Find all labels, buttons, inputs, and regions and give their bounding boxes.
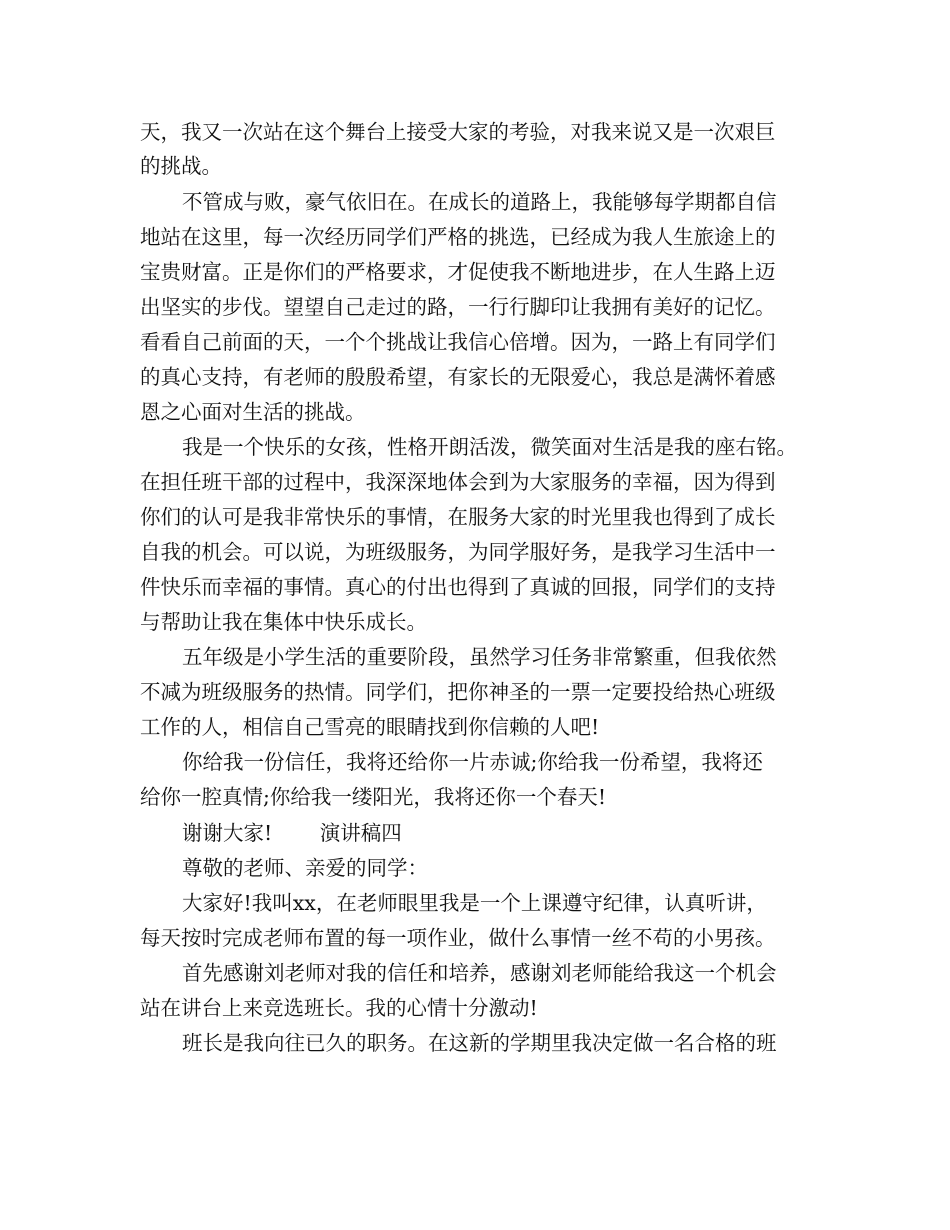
text-line: 件快乐而幸福的事情。真心的付出也得到了真诚的回报，同学们的支持	[140, 575, 776, 599]
salutation-line: 尊敬的老师、亲爱的同学：	[182, 856, 428, 880]
paragraph-start-line: 首先感谢刘老师对我的信任和培养，感谢刘老师能给我这一个机会	[182, 961, 777, 985]
text-line: 看看自己前面的天，一个个挑战让我信心倍增。因为，一路上有同学们	[140, 330, 776, 354]
text-line: 每天按时完成老师布置的每一项作业，做什么事情一丝不苟的小男孩。	[140, 926, 776, 950]
text-line: 宝贵财富。正是你们的严格要求，才促使我不断地进步，在人生路上迈	[140, 260, 776, 284]
text-line: 恩之心面对生活的挑战。	[140, 400, 366, 424]
text-line: 的真心支持，有老师的殷殷希望，有家长的无限爱心，我总是满怀着感	[140, 365, 776, 389]
text-line: 地站在这里，每一次经历同学们严格的挑选，已经成为我人生旅途上的	[140, 225, 776, 249]
paragraph-start-line: 大家好!我叫xx，在老师眼里我是一个上课遵守纪律，认真听讲，	[182, 891, 767, 915]
paragraph-start-line: 你给我一份信任，我将还给你一片赤诚;你给我一份希望，我将还	[182, 750, 763, 774]
text-line: 工作的人，相信自己雪亮的眼睛找到你信赖的人吧!	[140, 715, 600, 739]
text-line: 与帮助让我在集体中快乐成长。	[140, 610, 427, 634]
text-line: 出坚实的步伐。望望自己走过的路，一行行脚印让我拥有美好的记忆。	[140, 295, 776, 319]
paragraph-start-line: 谢谢大家! 演讲稿四	[182, 821, 402, 845]
text-line: 不减为班级服务的热情。同学们，把你神圣的一票一定要投给热心班级	[140, 680, 776, 704]
paragraph-start-line: 五年级是小学生活的重要阶段，虽然学习任务非常繁重，但我依然	[182, 645, 777, 669]
text-line: 的挑战。	[140, 154, 222, 178]
paragraph-start-line: 不管成与败，豪气依旧在。在成长的道路上，我能够每学期都自信	[182, 190, 777, 214]
text-line: 天，我又一次站在这个舞台上接受大家的考验，对我来说又是一次艰巨	[140, 120, 776, 144]
paragraph-start-line: 班长是我向往已久的职务。在这新的学期里我决定做一名合格的班	[182, 1031, 777, 1055]
paragraph-start-line: 我是一个快乐的女孩，性格开朗活泼，微笑面对生活是我的座右铭。	[182, 435, 797, 459]
text-line: 你们的认可是我非常快乐的事情，在服务大家的时光里我也得到了成长	[140, 505, 776, 529]
text-line: 给你一腔真情;你给我一缕阳光，我将还你一个春天!	[140, 785, 607, 809]
text-line: 自我的机会。可以说，为班级服务，为同学服好务，是我学习生活中一	[140, 540, 776, 564]
text-line: 站在讲台上来竞选班长。我的心情十分激动!	[140, 996, 538, 1020]
text-line: 在担任班干部的过程中，我深深地体会到为大家服务的幸福，因为得到	[140, 470, 776, 494]
